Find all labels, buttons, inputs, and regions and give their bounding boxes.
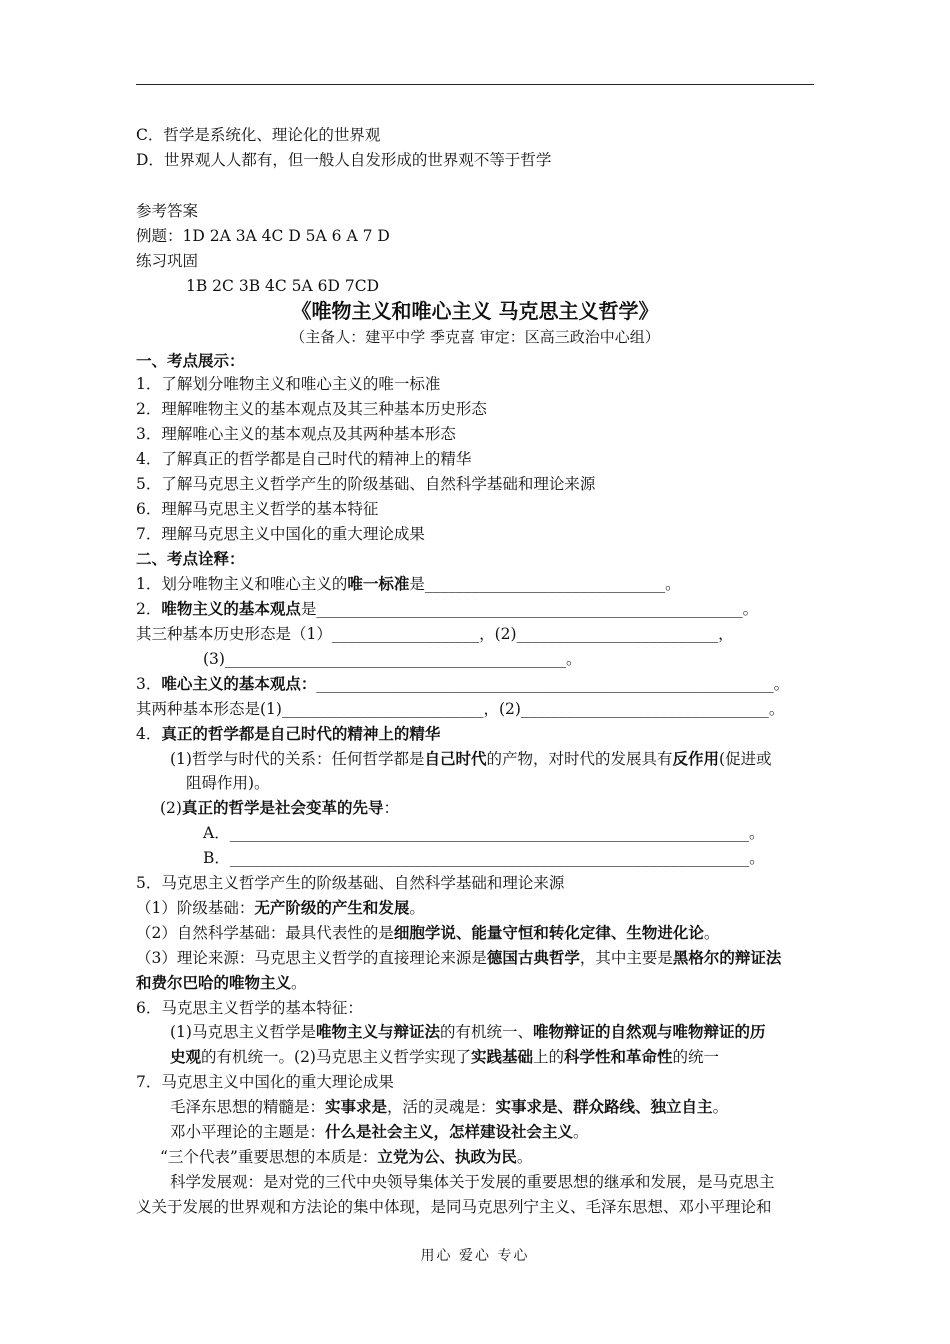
question-7-scientific-outlook-cont: 义关于发展的世界观和方法论的集中体现，是同马克思列宁主义、毛泽东思想、邓小平理论和 (136, 1198, 772, 1216)
question-4-b: B．___________________________________________________________________。 (203, 849, 765, 867)
question-3: 3．唯心主义的基本观点：___________________________________________________________。 (136, 674, 790, 693)
option-d: D．世界观人人都有，但一般人自发形成的世界观不等于哲学 (136, 151, 552, 169)
question-4-a: A．___________________________________________________________________。 (203, 824, 765, 842)
answer-title: 参考答案 (136, 202, 199, 220)
question-6-body: (1)马克思主义哲学是唯物主义与辩证法的有机统一、唯物辩证的自然观与唯物辩证的历 (170, 1022, 766, 1041)
question-5-theory-source: （3）理论来源：马克思主义哲学的直接理论来源是德国古典哲学，其中主要是黑格尔的辩证法 (136, 948, 782, 967)
question-2-form-3: (3)____________________________________________。 (203, 650, 582, 668)
question-4: 4．真正的哲学都是自己时代的精神上的精华 (136, 724, 441, 743)
question-6-body-cont: 史观的有机统一。(2)马克思主义哲学实现了实践基础上的科学性和革命性的统一 (170, 1047, 720, 1066)
question-4-part-1-cont: 阻碍作用)。 (186, 774, 270, 792)
question-5-science-basis: （2）自然科学基础：最具代表性的是细胞学说、能量守恒和转化定律、生物进化论。 (136, 923, 720, 942)
question-5-class-basis: （1）阶级基础：无产阶级的产生和发展。 (136, 898, 425, 917)
example-answers: 例题：1D 2A 3A 4C D 5A 6 A 7 D (136, 227, 390, 245)
question-2-forms: 其三种基本历史形态是（1）___________________，(2)__________________________， (136, 625, 734, 643)
section-2-heading: 二、考点诠释： (136, 549, 245, 568)
question-2: 2．唯物主义的基本观点是_______________________________________________________。 (136, 599, 759, 618)
question-5: 5．马克思主义哲学产生的阶级基础、自然科学基础和理论来源 (136, 874, 565, 892)
list-item: 5．了解马克思主义哲学产生的阶级基础、自然科学基础和理论来源 (136, 475, 596, 493)
document-title: 《唯物主义和唯心主义 马克思主义哲学》 (291, 299, 659, 323)
practice-answers: 1B 2C 3B 4C 5A 6D 7CD (186, 277, 380, 295)
document-subtitle: （主备人：建平中学 季克喜 审定：区高三政治中心组） (290, 328, 660, 346)
list-item: 1．了解划分唯物主义和唯心主义的唯一标准 (136, 375, 441, 393)
question-1: 1．划分唯物主义和唯心主义的唯一标准是_______________________________。 (136, 574, 681, 593)
page-footer: 用心 爱心 专心 (420, 1248, 530, 1264)
header-rule (136, 84, 814, 85)
list-item: 2．理解唯物主义的基本观点及其三种基本历史形态 (136, 400, 487, 418)
section-1-heading: 一、考点展示： (136, 351, 245, 370)
question-7-scientific-outlook: 科学发展观：是对党的三代中央领导集体关于发展的重要思想的继承和发展，是马克思主 (170, 1173, 775, 1191)
question-3-forms: 其两种基本形态是(1)__________________________，(2)________________________________。 (136, 700, 785, 718)
list-item: 7．理解马克思主义中国化的重大理论成果 (136, 525, 425, 543)
question-4-part-2: (2)真正的哲学是社会变革的先导： (160, 798, 399, 817)
option-c: C．哲学是系统化、理论化的世界观 (136, 126, 381, 144)
list-item: 3．理解唯心主义的基本观点及其两种基本形态 (136, 425, 456, 443)
question-4-part-1: (1)哲学与时代的关系：任何哲学都是自己时代的产物，对时代的发展具有反作用(促进或 (170, 749, 772, 768)
list-item: 6．理解马克思主义哲学的基本特征 (136, 500, 379, 518)
question-7-three-represents: “三个代表”重要思想的本质是：立党为公、执政为民。 (160, 1147, 533, 1166)
question-5-theory-source-cont: 和费尔巴哈的唯物主义。 (136, 973, 307, 992)
question-6: 6．马克思主义哲学的基本特征： (136, 999, 363, 1017)
practice-title: 练习巩固 (136, 252, 199, 270)
list-item: 4．了解真正的哲学都是自己时代的精神上的精华 (136, 450, 472, 468)
question-7: 7．马克思主义中国化的重大理论成果 (136, 1073, 394, 1091)
question-7-mao: 毛泽东思想的精髓是：实事求是，活的灵魂是：实事求是、群众路线、独立自主。 (170, 1097, 729, 1116)
question-7-deng: 邓小平理论的主题是：什么是社会主义，怎样建设社会主义。 (170, 1122, 589, 1141)
